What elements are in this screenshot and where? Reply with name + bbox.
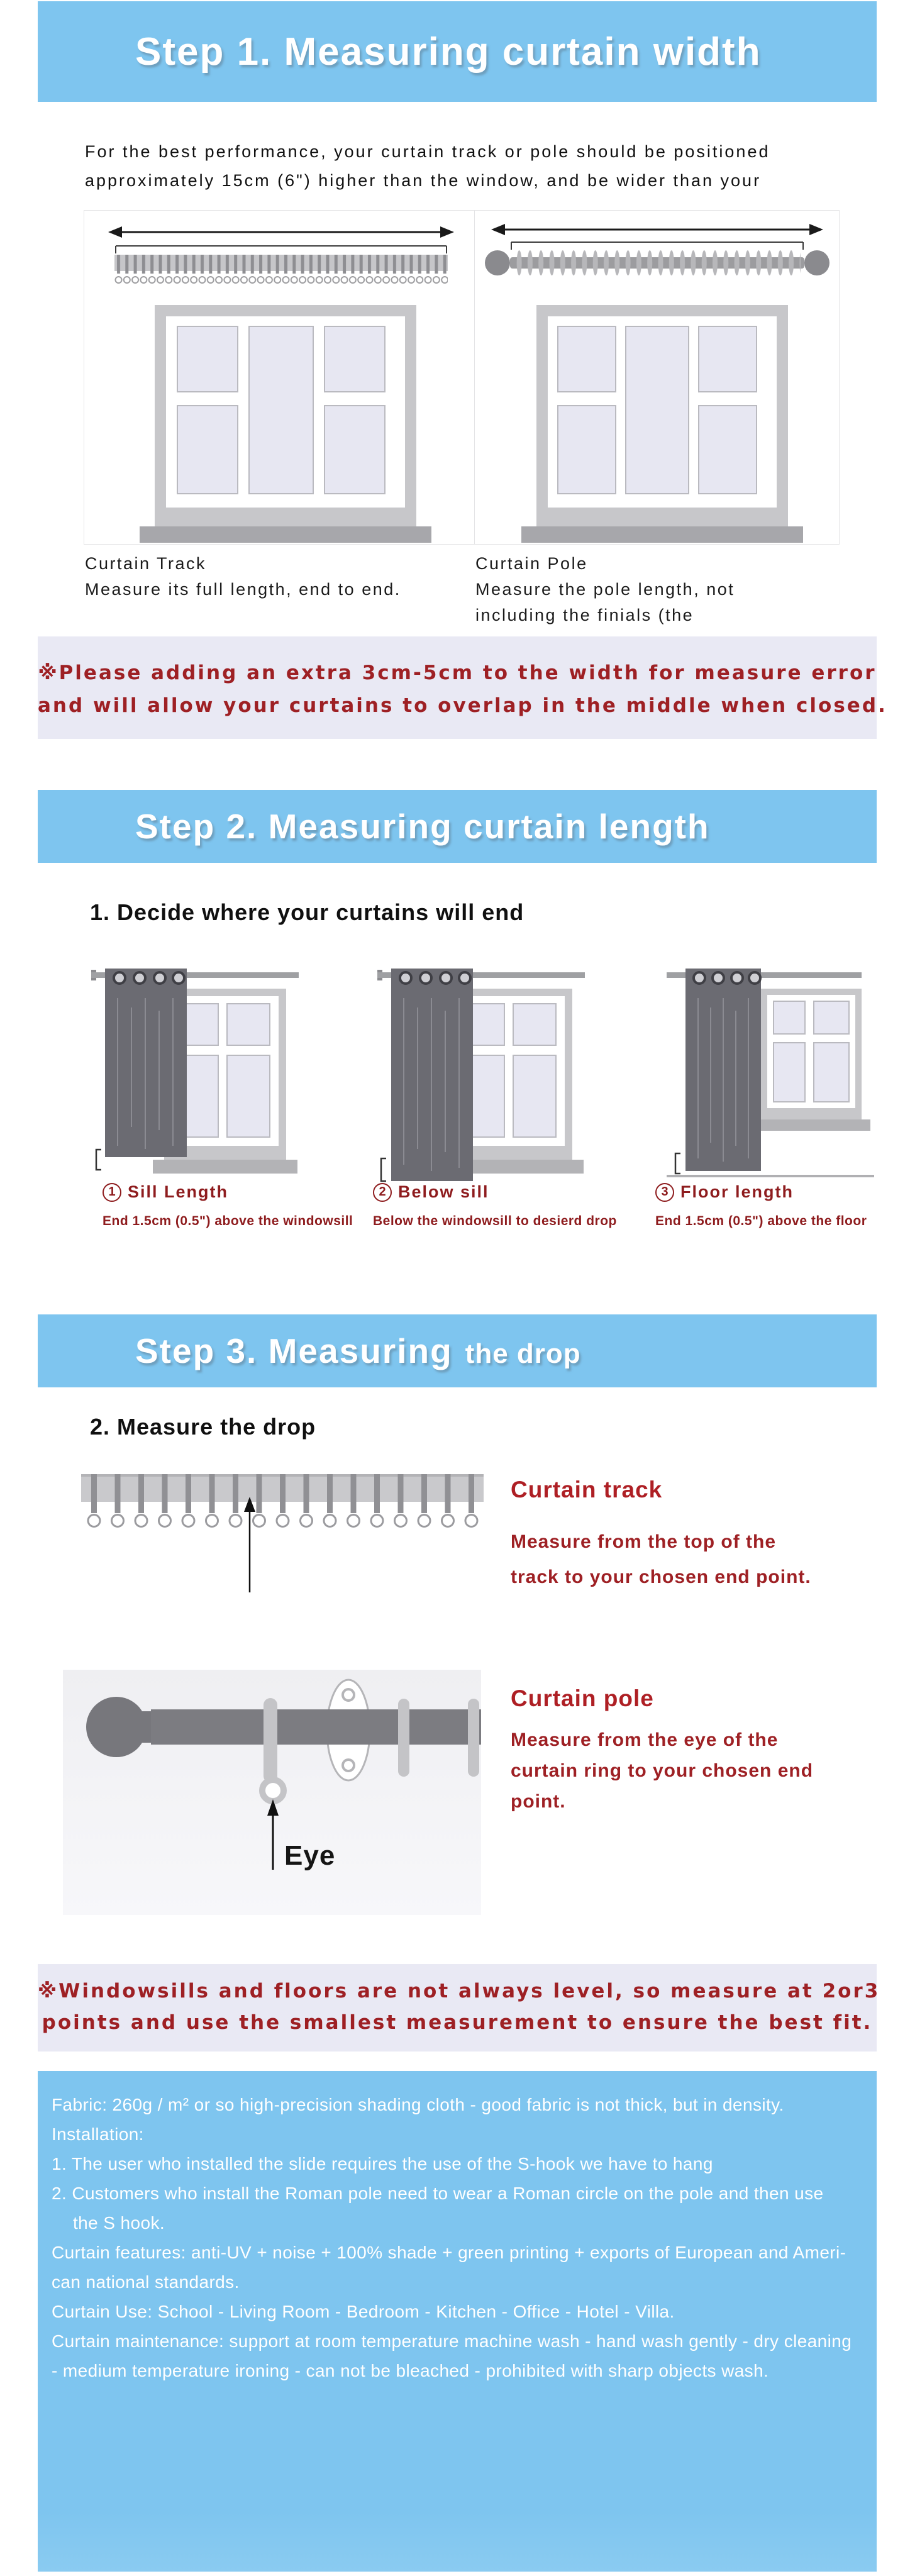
option-desc: Below the windowsill to desierd drop <box>373 1214 617 1228</box>
track-caption <box>85 551 401 602</box>
up-arrow-icon <box>244 1497 255 1592</box>
note1-line-2: and will allow your curtains to overlap in the middle when closed. <box>38 694 887 717</box>
info-line-install-2: 2. Customers who install the Roman pole need to wear a Roman circle on the pole and then use <box>52 2184 824 2203</box>
info-line-features: Curtain features: anti-UV + noise + 100% shade + green printing + exports of European and Ameri- <box>52 2243 846 2262</box>
pole-caption-title: Curtain Pole <box>475 554 588 573</box>
ring-eye <box>262 1780 284 1801</box>
eye-arrow-icon <box>267 1799 279 1870</box>
curtain-pole-graphic <box>485 249 830 277</box>
measure-bracket <box>116 246 447 253</box>
pole-caption <box>475 551 735 628</box>
step1-title: Step 1. Measuring curtain width <box>135 30 762 74</box>
step1-header-band <box>38 1 877 102</box>
option-sill-length <box>103 1182 228 1202</box>
curtain-track-drop-figure <box>81 1469 484 1598</box>
below-sill-illustration <box>377 963 585 1184</box>
curtain-track-drop-illustration <box>81 1469 484 1598</box>
floor-length-illustration <box>667 963 874 1184</box>
pole-desc-line-1: Measure from the eye of the <box>511 1729 779 1750</box>
info-line-use: Curtain Use: School - Living Room - Bedroom - Kitchen - Office - Hotel - Villa. <box>52 2302 675 2321</box>
circle-number-3: 3 <box>655 1183 674 1202</box>
info-line-installation: Installation: <box>52 2124 144 2144</box>
info-line-fabric: Fabric: 260g / m² or so high-precision shading cloth - good fabric is not thick, but in density. <box>52 2095 784 2114</box>
track-window-illustration <box>84 211 477 544</box>
step3-title-main: Step 3. Measuring <box>135 1331 453 1370</box>
floor-line <box>667 1175 874 1177</box>
curtain-pole-window-figure <box>474 210 840 545</box>
window-graphic <box>752 989 870 1131</box>
intro-line-2: approximately 15cm (6") higher than the window, and be wider than your <box>85 171 762 190</box>
measure-drop-heading: 2. Measure the drop <box>90 1414 316 1440</box>
window-graphic <box>140 305 431 543</box>
width-double-arrow-icon <box>108 226 454 238</box>
measure-end-bracket <box>381 1158 386 1181</box>
pole-desc-line-3: point. <box>511 1791 566 1812</box>
decide-heading: 1. Decide where your curtains will end <box>90 899 524 925</box>
option-label: Sill Length <box>128 1182 228 1201</box>
info-line-maintenance-2: - medium temperature ironing - can not be bleached - prohibited with sharp objects wash. <box>52 2361 769 2380</box>
info-line-maintenance: Curtain maintenance: support at room temperature machine wash - hand wash gently - dry cleaning <box>52 2331 852 2351</box>
info-line-install-1: 1. The user who installed the slide requires the use of the S-hook we have to hang <box>52 2154 713 2174</box>
step3-header-band <box>38 1314 877 1387</box>
sill-length-figure <box>91 963 299 1184</box>
pole-caption-line-2: including the finials (the <box>475 606 694 625</box>
measure-end-bracket <box>96 1150 101 1170</box>
track-desc-line-2: track to your chosen end point. <box>511 1567 811 1587</box>
pole-caption-line-1: Measure the pole length, not <box>475 580 735 599</box>
track-desc-line-1: Measure from the top of the <box>511 1531 777 1552</box>
note2-line-1: ※Windowsills and floors are not always level, so measure at 2or3 <box>38 1980 880 2002</box>
width-measure-note <box>38 636 887 739</box>
option-desc: End 1.5cm (0.5") above the floor <box>655 1214 867 1228</box>
curtain-pole-heading: Curtain pole <box>511 1685 654 1711</box>
curtain-track-description <box>511 1524 811 1595</box>
curtain-track-window-figure <box>84 210 477 545</box>
curtain-graphic <box>391 969 473 1181</box>
info-line-features-2: can national standards. <box>52 2272 240 2292</box>
floor-length-figure <box>667 963 874 1184</box>
option-desc: End 1.5cm (0.5") above the windowsill <box>103 1214 353 1228</box>
step3-title-sub: the drop <box>465 1338 581 1369</box>
window-graphic <box>521 305 803 543</box>
step2-header-band <box>38 790 877 863</box>
intro-line-1: For the best performance, your curtain track or pole should be positioned <box>85 142 770 161</box>
measure-end-bracket <box>675 1153 680 1174</box>
step2-title: Step 2. Measuring curtain length <box>135 807 710 846</box>
option-label: Below sill <box>398 1182 489 1201</box>
pole-graphic <box>86 1697 481 1757</box>
curtain-track-graphic <box>114 255 448 285</box>
info-line-install-2b: the S hook. <box>73 2213 165 2233</box>
eye-label: Eye <box>284 1840 336 1871</box>
curtain-graphic <box>105 969 187 1157</box>
curtain-pole-description <box>511 1724 813 1817</box>
pole-window-illustration <box>475 211 839 544</box>
option-floor-length <box>655 1182 794 1202</box>
curtain-graphic <box>685 969 761 1171</box>
curtain-track-heading: Curtain track <box>511 1477 663 1502</box>
width-double-arrow-icon <box>491 224 823 235</box>
below-sill-figure <box>377 963 585 1184</box>
measure-bracket <box>511 242 803 250</box>
pole-desc-line-2: curtain ring to your chosen end <box>511 1760 814 1781</box>
track-gliders <box>82 1474 482 1532</box>
option-below-sill <box>373 1182 489 1202</box>
option-label: Floor length <box>680 1182 794 1201</box>
level-measure-note <box>38 1964 880 2051</box>
curtain-pole-drop-figure <box>63 1670 481 1915</box>
product-info-panel <box>38 2071 877 2572</box>
sill-length-illustration <box>91 963 299 1184</box>
curtain-pole-drop-illustration <box>63 1670 481 1915</box>
track-caption-title: Curtain Track <box>85 554 207 573</box>
note1-line-1: ※Please adding an extra 3cm-5cm to the width for measure error <box>38 662 877 684</box>
note2-line-2: points and use the smallest measurement to ensure the best fit. <box>42 2011 873 2034</box>
circle-number-2: 2 <box>373 1183 392 1202</box>
step3-title <box>135 1331 581 1371</box>
track-caption-line: Measure its full length, end to end. <box>85 580 401 599</box>
intro-text <box>85 137 770 195</box>
circle-number-1: 1 <box>103 1183 121 1202</box>
